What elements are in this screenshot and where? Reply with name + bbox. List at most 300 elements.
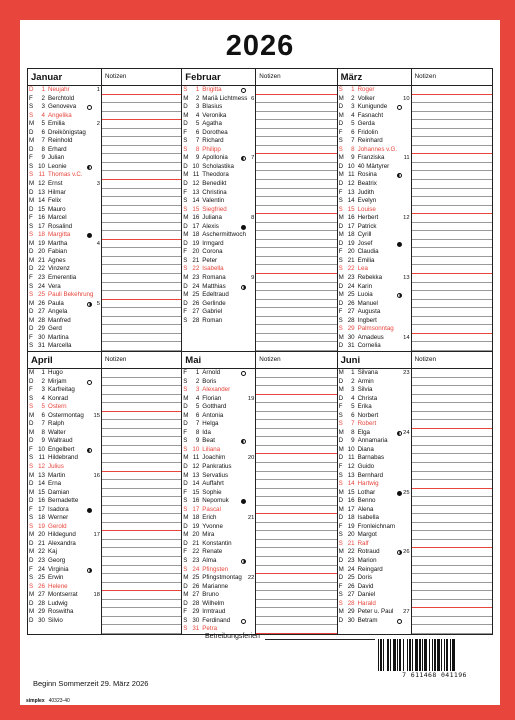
day-number: 24 [347,282,355,290]
weekday: D [338,222,344,230]
day-row [338,557,492,566]
day-notes-line[interactable] [102,617,181,626]
day-notes-line[interactable] [256,557,336,566]
day-notes-line[interactable] [412,574,492,583]
day-number: 26 [347,582,355,590]
day-notes-line[interactable] [256,548,336,557]
day-notes-line[interactable] [102,231,181,240]
day-notes-line[interactable] [102,129,181,138]
day-notes-line[interactable] [412,557,492,566]
day-notes-line[interactable] [256,342,336,351]
day-notes-line[interactable] [412,325,492,334]
day-notes-line[interactable] [412,625,492,634]
weekday: F [29,214,33,222]
day-notes-line[interactable] [102,463,181,472]
day-notes-line[interactable] [102,283,181,292]
day-notes-line[interactable] [412,342,492,351]
weekday: F [183,488,188,496]
day-notes-line[interactable] [102,583,181,592]
weekday: S [29,111,34,119]
name-day: Ralph [48,420,102,429]
day-notes-line[interactable] [412,146,492,155]
day-row [338,583,492,592]
calendar-sheet [20,20,500,705]
day-notes-line[interactable] [102,523,181,532]
moon-phase-icon [241,439,246,444]
day-notes-line[interactable] [412,463,492,472]
day-row [182,163,336,172]
day-number: 10 [347,445,355,453]
moon-phase-icon [241,619,246,624]
day-notes-line[interactable] [412,154,492,163]
day-notes-line[interactable] [412,180,492,189]
day-notes-line[interactable] [412,223,492,232]
name-day: Blasius [202,103,256,112]
day-notes-line[interactable] [102,369,181,378]
day-row [28,531,181,540]
day-notes-line[interactable] [412,86,492,95]
day-notes-line[interactable] [256,480,336,489]
day-notes-line[interactable] [256,472,336,481]
day-notes-line[interactable] [412,403,492,412]
day-notes-line[interactable] [256,189,336,198]
day-notes-line[interactable] [102,146,181,155]
day-notes-line[interactable] [256,223,336,232]
name-day: Dreikönigstag [48,129,102,138]
week-number: 27 [403,609,410,616]
day-number: 9 [41,154,45,162]
day-number: 7 [41,137,45,145]
day-notes-line[interactable] [412,531,492,540]
name-day: Mirjam [48,378,102,387]
day-notes-line[interactable] [102,591,181,600]
day-notes-line[interactable] [256,308,336,317]
day-notes-line[interactable] [412,291,492,300]
day-notes-line[interactable] [412,489,492,498]
day-notes-line[interactable] [412,274,492,283]
day-notes-line[interactable] [102,274,181,283]
weekday: S [29,454,34,462]
day-notes-line[interactable] [256,608,336,617]
day-notes-line[interactable] [102,265,181,274]
day-notes-line[interactable] [256,137,336,146]
day-notes-line[interactable] [256,103,336,112]
day-number: 29 [38,325,45,333]
day-notes-line[interactable] [256,378,336,387]
day-notes-line[interactable] [256,540,336,549]
day-notes-line[interactable] [412,265,492,274]
day-notes-line[interactable] [102,566,181,575]
name-day: Gerda [358,120,412,129]
day-notes-line[interactable] [102,163,181,172]
day-notes-line[interactable] [256,95,336,104]
day-notes-line[interactable] [102,608,181,617]
day-row [182,566,336,575]
day-notes-line[interactable] [256,386,336,395]
day-notes-line[interactable] [102,600,181,609]
day-notes-line[interactable] [102,257,181,266]
day-row [338,403,492,412]
weekday: M [338,548,344,556]
day-number: 7 [351,420,355,428]
day-notes-line[interactable] [102,342,181,351]
day-notes-line[interactable] [102,206,181,215]
day-notes-line[interactable] [412,163,492,172]
day-notes-line[interactable] [412,137,492,146]
day-notes-line[interactable] [256,231,336,240]
day-row [28,274,181,283]
day-notes-line[interactable] [102,120,181,129]
name-day: Pfingstmontag 22 [202,574,255,582]
day-notes-line[interactable] [412,369,492,378]
weekday: M [183,454,189,462]
day-notes-line[interactable] [256,214,336,223]
day-notes-line[interactable] [102,412,181,421]
day-notes-line[interactable] [256,429,336,438]
name-day: Paula 5 [48,299,100,307]
day-notes-line[interactable] [256,120,336,129]
day-notes-line[interactable] [256,283,336,292]
day-notes-line[interactable] [256,317,336,326]
day-number: 9 [195,437,200,445]
day-notes-line[interactable] [256,420,336,429]
day-number: 4 [41,394,45,402]
day-notes-line[interactable] [102,446,181,455]
day-notes-line[interactable] [412,497,492,506]
day-notes-line[interactable] [102,437,181,446]
day-notes-line[interactable] [412,103,492,112]
day-notes-line[interactable] [256,574,336,583]
name-day: Joachim 20 [202,454,255,462]
day-row [182,240,336,249]
name-day: Yvonne [202,523,256,532]
day-notes-line[interactable] [102,189,181,198]
day-notes-line[interactable] [102,540,181,549]
day-notes-line[interactable] [256,454,336,463]
day-number: 23 [38,274,45,282]
day-notes-line[interactable] [412,378,492,387]
day-notes-line[interactable] [412,120,492,129]
day-notes-line[interactable] [256,300,336,309]
day-notes-line[interactable] [102,514,181,523]
weekday: M [338,94,344,102]
day-number: 11 [38,171,45,179]
day-notes-line[interactable] [412,257,492,266]
day-notes-line[interactable] [412,95,492,104]
day-notes-line[interactable] [256,583,336,592]
name-day: Fridolin [358,129,412,138]
day-number: 3 [195,103,200,111]
moon-phase-icon [87,568,92,573]
name-day: Julius [48,463,102,472]
day-row [28,137,181,146]
day-notes-line[interactable] [412,308,492,317]
day-notes-line[interactable] [412,129,492,138]
day-notes-line[interactable] [412,248,492,257]
day-notes-line[interactable] [412,189,492,198]
day-number: 22 [192,265,200,273]
weekday: F [183,548,188,556]
day-notes-line[interactable] [102,395,181,404]
day-notes-line[interactable] [412,548,492,557]
day-notes-line[interactable] [412,454,492,463]
weekday: M [29,299,35,307]
day-notes-line[interactable] [412,480,492,489]
name-day: Siegfried [202,206,256,215]
day-notes-line[interactable] [102,317,181,326]
day-notes-line[interactable] [256,325,336,334]
month-block [27,69,182,351]
day-notes-line[interactable] [256,369,336,378]
day-notes-line[interactable] [102,506,181,515]
day-notes-line[interactable] [256,437,336,446]
day-row [28,308,181,317]
day-number: 15 [38,205,45,213]
day-notes-line[interactable] [256,197,336,206]
day-notes-line[interactable] [412,514,492,523]
name-day: Peter u. Paul 27 [357,608,410,616]
weekday: M [29,239,35,247]
day-notes-line[interactable] [256,446,336,455]
day-notes-line[interactable] [102,214,181,223]
day-notes-line[interactable] [102,454,181,463]
weekday: S [338,145,343,153]
day-notes-line[interactable] [102,531,181,540]
day-notes-line[interactable] [102,291,181,300]
day-notes-line[interactable] [412,171,492,180]
day-notes-line[interactable] [256,112,336,121]
moon-phase-icon [87,380,92,385]
day-notes-line[interactable] [412,420,492,429]
day-notes-line[interactable] [102,171,181,180]
day-notes-line[interactable] [412,523,492,532]
day-notes-line[interactable] [412,300,492,309]
weekday: S [29,171,34,179]
day-notes-line[interactable] [102,103,181,112]
day-number: 7 [41,420,45,428]
betriebsferien-line [265,634,375,640]
day-notes-line[interactable] [256,257,336,266]
day-row [182,342,336,351]
day-number: 6 [195,128,200,136]
day-notes-line[interactable] [412,472,492,481]
day-notes-line[interactable] [256,206,336,215]
day-notes-line[interactable] [102,197,181,206]
weekday: D [338,454,344,462]
day-row [28,480,181,489]
day-notes-line[interactable] [102,240,181,249]
week-number: 14 [403,334,410,341]
weekday: M [338,428,344,436]
day-notes-line[interactable] [102,86,181,95]
weekday: M [183,94,189,102]
day-row [28,600,181,609]
day-row [338,257,492,266]
name-day: Elga 24 [357,428,410,436]
moon-phase-icon [397,242,402,247]
day-notes-line[interactable] [102,154,181,163]
betriebsferien [205,633,375,640]
day-row [338,378,492,387]
day-notes-line[interactable] [102,308,181,317]
day-notes-line[interactable] [412,206,492,215]
day-notes-line[interactable] [256,412,336,421]
day-notes-line[interactable] [102,472,181,481]
day-notes-line[interactable] [412,112,492,121]
weekday: D [338,180,344,188]
day-notes-line[interactable] [256,129,336,138]
week-number: 23 [403,369,410,376]
day-number: 9 [195,154,200,162]
day-notes-line[interactable] [256,86,336,95]
day-notes-line[interactable] [412,395,492,404]
day-notes-line[interactable] [412,566,492,575]
day-row [28,214,181,223]
name-day: Luoia [358,291,412,300]
day-notes-line[interactable] [256,180,336,189]
day-notes-line[interactable] [256,171,336,180]
day-notes-line[interactable] [102,420,181,429]
day-notes-line[interactable] [256,591,336,600]
day-number: 26 [192,582,200,590]
day-notes-line[interactable] [412,240,492,249]
day-notes-line[interactable] [102,625,181,634]
name-day: Theodora [202,171,256,180]
day-row [182,120,336,129]
day-notes-line[interactable] [256,403,336,412]
day-notes-line[interactable] [412,446,492,455]
day-notes-line[interactable] [256,248,336,257]
day-notes-line[interactable] [102,248,181,257]
day-notes-line[interactable] [256,489,336,498]
day-notes-line[interactable] [412,617,492,626]
day-notes-line[interactable] [412,608,492,617]
day-number: 26 [38,299,45,307]
weekday: M [338,274,344,282]
name-day: Thomas v.C. [48,171,102,180]
name-day: Augusta [358,308,412,317]
day-notes-line[interactable] [412,412,492,421]
name-day: Evelyn [358,197,412,206]
day-notes-line[interactable] [102,489,181,498]
day-number: 18 [347,514,355,522]
day-notes-line[interactable] [412,600,492,609]
day-notes-line[interactable] [412,283,492,292]
day-notes-line[interactable] [412,591,492,600]
day-notes-line[interactable] [412,334,492,343]
day-notes-line[interactable] [102,137,181,146]
week-number: 7 [251,155,255,162]
day-row [182,369,336,378]
day-notes-line[interactable] [256,240,336,249]
day-notes-line[interactable] [412,506,492,515]
name-day: Bruno [202,591,256,600]
day-number: 27 [192,308,200,316]
day-notes-line[interactable] [256,395,336,404]
day-notes-line[interactable] [256,334,336,343]
day-notes-line[interactable] [412,197,492,206]
day-row [338,197,492,206]
day-notes-line[interactable] [256,274,336,283]
day-notes-line[interactable] [256,506,336,515]
day-number: 2 [351,94,355,102]
day-notes-line[interactable] [256,566,336,575]
day-notes-line[interactable] [256,291,336,300]
day-number: 14 [192,480,200,488]
weekday: S [338,420,343,428]
name-day: Annamaria [358,437,412,446]
day-notes-line[interactable] [102,386,181,395]
day-notes-line[interactable] [102,429,181,438]
day-row [182,265,336,274]
day-notes-line[interactable] [102,325,181,334]
day-notes-line[interactable] [412,386,492,395]
day-notes-line[interactable] [102,480,181,489]
day-number: 30 [38,333,45,341]
day-notes-line[interactable] [102,112,181,121]
day-number: 1 [195,86,200,93]
day-notes-line[interactable] [412,214,492,223]
day-notes-line[interactable] [256,617,336,626]
day-row [28,540,181,549]
day-notes-line[interactable] [412,437,492,446]
day-notes-line[interactable] [256,463,336,472]
week-number: 25 [403,489,410,496]
weekday: F [338,308,343,316]
day-notes-line[interactable] [412,231,492,240]
day-number: 13 [347,188,355,196]
day-row [182,189,336,198]
day-notes-line[interactable] [102,95,181,104]
day-number: 20 [347,531,355,539]
day-notes-line[interactable] [256,514,336,523]
day-notes-line[interactable] [102,574,181,583]
day-notes-line[interactable] [256,154,336,163]
day-notes-line[interactable] [412,540,492,549]
day-notes-line[interactable] [102,223,181,232]
day-notes-line[interactable] [256,265,336,274]
day-notes-line[interactable] [256,600,336,609]
day-notes-line[interactable] [412,429,492,438]
day-row [182,206,336,215]
day-notes-line[interactable] [412,583,492,592]
day-notes-line[interactable] [256,531,336,540]
week-number: 17 [93,532,100,539]
day-notes-line[interactable] [102,180,181,189]
day-number: 5 [41,403,45,411]
day-notes-line[interactable] [102,334,181,343]
name-day: Reingard [358,566,412,575]
day-number: 17 [347,505,355,513]
day-notes-line[interactable] [412,317,492,326]
day-notes-line[interactable] [256,146,336,155]
day-notes-line[interactable] [102,378,181,387]
day-row [182,291,336,300]
day-notes-line[interactable] [256,163,336,172]
day-notes-line[interactable] [102,300,181,309]
day-notes-line[interactable] [102,497,181,506]
weekday: F [183,188,188,196]
day-row [338,274,492,283]
day-notes-line[interactable] [102,403,181,412]
day-notes-line[interactable] [102,548,181,557]
weekday: F [338,522,343,530]
day-row [338,137,492,146]
day-notes-line[interactable] [256,497,336,506]
day-notes-line[interactable] [102,557,181,566]
day-notes-line[interactable] [256,523,336,532]
day-number: 2 [41,377,45,385]
